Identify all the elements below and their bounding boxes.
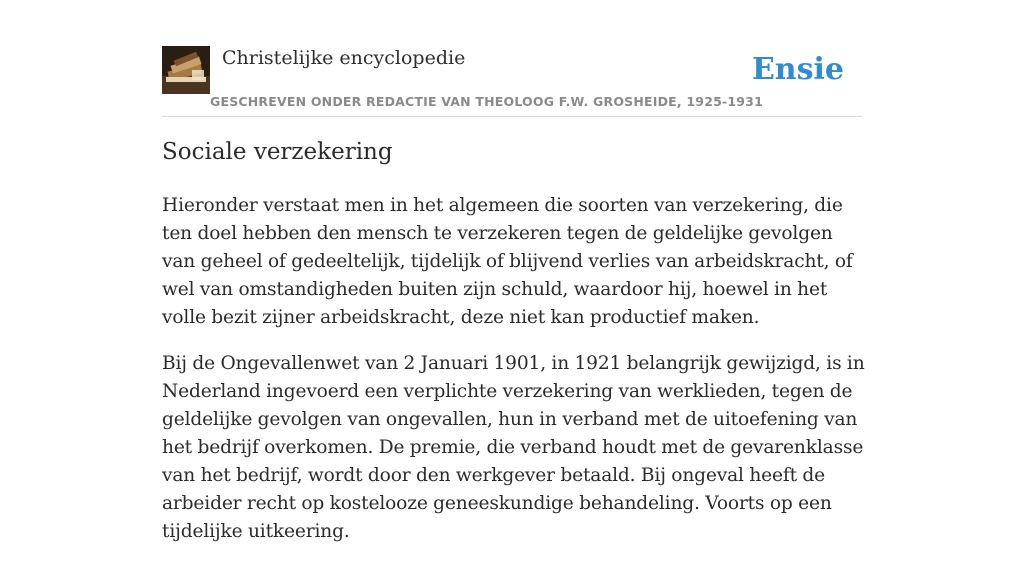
article-paragraph: Hieronder verstaat men in het algemeen die soorten van verzekering, die ten doel hebben den mensch te verzekeren tegen de geldelijke gevolgen van geheel of gedeeltelijk, tijdelijk of blijvend verlies van arbeidskracht, of wel van omstandigheden buiten zijn schuld, waardoor hij, hoewel in het volle bezit zijner arbeidskracht, deze niet kan productief maken. [162,195,853,328]
article-paragraph: Bij de Ongevallenwet van 2 Januari 1901, in 1921 belangrijk gewijzigd, is in Nederland ingevoerd een verplichte verzekering van werklieden, tegen de geldelijke gevolgen van ongevallen, hun in verband met de uitoefening van het bedrijf overkomen. De premie, die verband houdt met de gevarenklasse van het bedrijf, wordt door den werkgever betaald. Bij ongeval heeft de arbeider recht op kostelooze geneeskundige behandeling. Voorts op een tijdelijke uitkeering. [162,353,865,542]
encyclopedia-avatar-icon[interactable] [162,46,210,94]
site-subtitle: GESCHREVEN ONDER REDACTIE VAN THEOLOOG F.W. GROSHEIDE, 1925-1931 [210,94,763,109]
site-title[interactable]: Christelijke encyclopedie [222,47,466,69]
article-body [162,192,867,564]
article-title: Sociale verzekering [162,139,393,165]
ensie-logo-link[interactable]: Ensie [751,52,844,87]
site-header [162,46,862,117]
